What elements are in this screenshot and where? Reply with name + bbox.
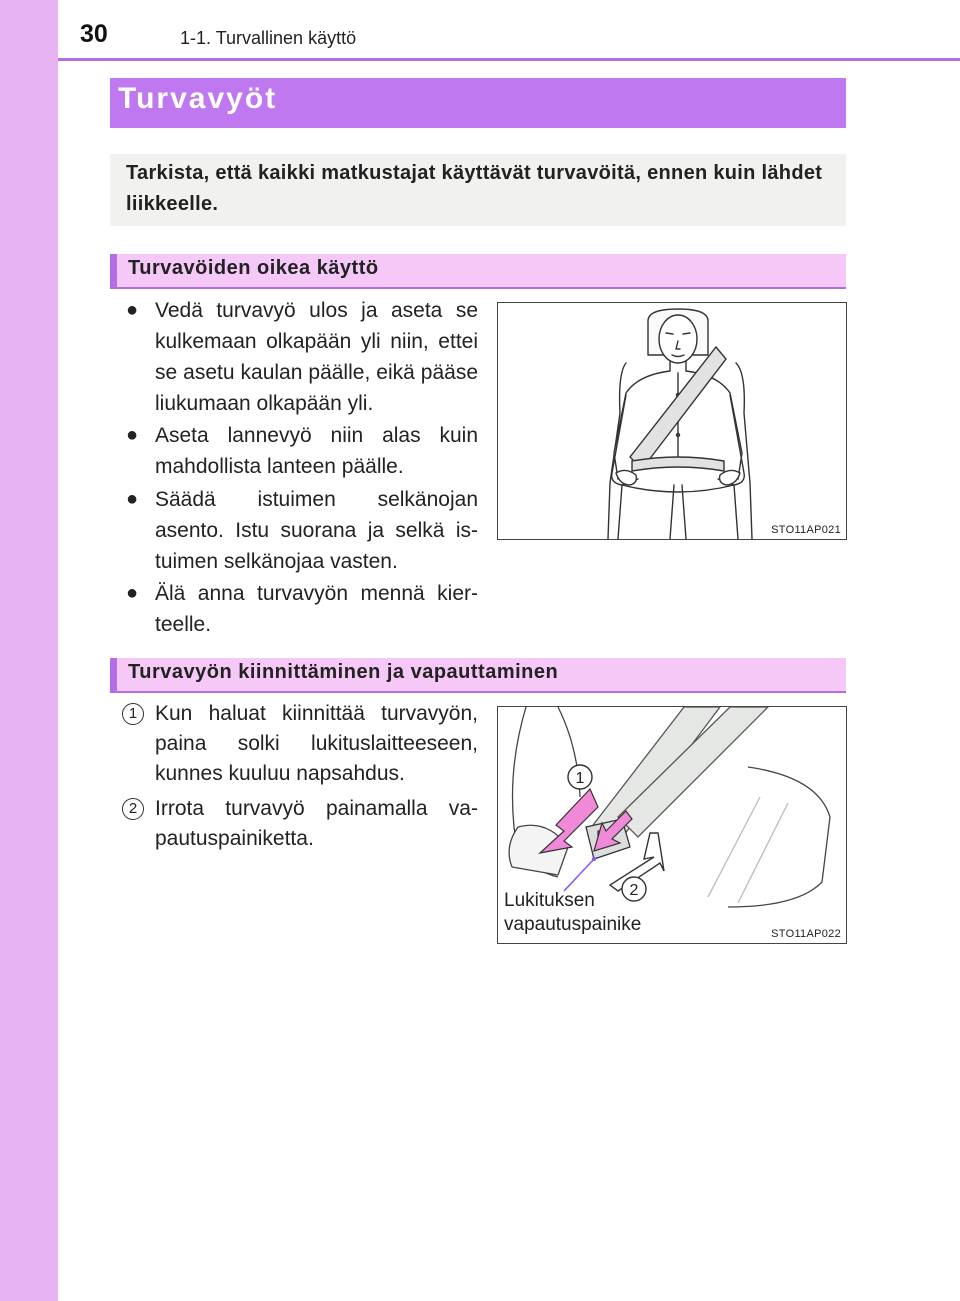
intro-text: Tarkista, että kaikki matkustajat käyttävät turvavöitä, ennen kuin lähdet liikkeelle. [126,162,823,215]
step-number-marker: 2 [122,798,144,820]
section-accent [110,658,117,693]
section-heading: Turvavyön kiinnittäminen ja vapauttaminen [128,661,559,683]
figure-code: STO11AP021 [771,524,841,536]
list-item-text: Säädä istuimen selkänojan asento. Istu suorana ja selkä istuimen selkänojaa vasten. [155,488,478,573]
seated-person-illustration [498,303,846,539]
callout-2: 2 [629,882,639,899]
list-item [126,578,478,640]
callout-1: 1 [575,770,585,787]
running-head: 1-1. Turvallinen käyttö [180,28,357,48]
step-item [126,794,478,854]
list-item-text: Älä anna turvavyön mennä kierteelle. [155,582,478,636]
list-item [126,484,478,577]
title-bar [110,78,846,128]
step-text: Kun haluat kiinnittää turvavyön, paina solki lukituslaitteeseen, kunnes kuuluu napsahdus. [155,702,478,785]
figure-buckle [497,706,847,944]
bullet-icon: ● [126,299,139,321]
label-line: vapautuspainike [504,914,642,935]
step-text: Irrota turvavyö painamalla vapautuspainiketta. [155,797,478,850]
release-button-label [504,889,641,937]
page-title: Turvavyöt [118,82,278,115]
section-header-correct-use [110,254,846,289]
section-heading: Turvavöiden oikea käyttö [128,257,379,279]
label-line: Lukituksen [504,890,595,911]
figure-code: STO11AP022 [771,928,841,940]
page-side-band [0,0,58,1301]
header-rule [58,58,960,61]
section-header-fastening [110,658,846,693]
list-item-text: Vedä turvavyö ulos ja aseta se kulkemaan olkapään yli niin, ettei se asetu kaulan päälle, eikä pääse liukumaan olkapään yli. [155,299,478,415]
list-item [126,420,478,482]
section-accent [110,254,117,289]
page-number: 30 [80,20,108,48]
step-number-marker: 1 [122,703,144,725]
step-item [126,699,478,789]
bullet-icon: ● [126,424,139,446]
figure-seated-person [497,302,847,540]
list-item [126,295,478,419]
bullet-icon: ● [126,488,139,510]
list-item-text: Aseta lannevyö niin alas kuin mahdollista lanteen päälle. [155,424,478,478]
bullet-icon: ● [126,582,139,604]
intro-box [110,154,846,226]
